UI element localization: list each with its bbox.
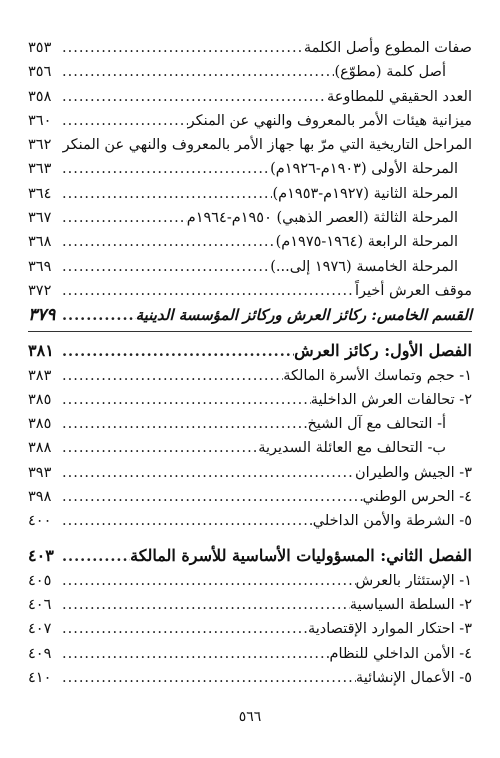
toc-section-page: ٣٧٩: [28, 305, 56, 326]
toc-leader-dots: [62, 543, 130, 570]
toc-entry-title: ٤- الأمن الداخلي للنظام: [329, 645, 472, 662]
toc-entry: [28, 509, 472, 533]
toc-entry-page: ٤٠٥: [28, 572, 52, 589]
toc-entry: [28, 36, 472, 60]
toc-entry: [28, 593, 472, 617]
toc-entry-title: ٥- الأعمال الإنشائية: [355, 669, 472, 686]
toc-entry-page: ٣٥٦: [28, 64, 52, 81]
toc-chapter-title: الفصل الثاني: المسؤوليات الأساسية للأسرة المالكة: [130, 545, 472, 565]
toc-leader-dots: [62, 60, 334, 84]
toc-leader-dots: [62, 364, 283, 388]
toc-leader-dots: [62, 666, 356, 690]
toc-leader-dots: [62, 593, 350, 617]
toc-entry: [28, 85, 472, 109]
toc-entry-page: ٣٨٥: [28, 416, 52, 433]
toc-entry: [28, 485, 472, 509]
toc-entry-title: ٥- الشرطة والأمن الداخلي: [312, 513, 472, 530]
toc-entry-title: ١- حجم وتماسك الأسرة المالكة: [283, 367, 472, 384]
toc-leader-dots: [62, 485, 363, 509]
toc-entry-page: ٤٠٩: [28, 645, 52, 662]
toc-entry-title: المرحلة الثالثة (العصر الذهبي) ١٩٥٠م-١٩٦٤م: [186, 210, 458, 227]
toc-entry-page: ٣٨٨: [28, 440, 52, 457]
toc-entry-page: ٤٠٦: [28, 596, 52, 613]
toc-group-1: [28, 36, 472, 303]
toc-entry-title: المرحلة الأولى (١٩٠٣م-١٩٢٦م): [270, 161, 458, 178]
toc-entry-title: ميزانية هيئات الأمر بالمعروف والنهي عن المنكر: [187, 112, 472, 129]
toc-entry-title: المرحلة الثانية (١٩٢٧م-١٩٥٣م): [272, 185, 458, 202]
toc-entry-page: ٣٦٤: [28, 185, 52, 202]
toc-entry: [28, 617, 472, 641]
toc-leader-dots: [62, 133, 63, 157]
toc-leader-dots: [62, 412, 307, 436]
toc-group-3: [28, 569, 472, 690]
toc-entry: [28, 206, 472, 230]
toc-entry-page: ٤١٠: [28, 669, 52, 686]
toc-entry-title: أصل كلمة (مطوّع): [334, 64, 446, 81]
toc-entry-title: ٣- احتكار الموارد الإقتصادية: [308, 621, 472, 638]
toc-entry-page: ٣٩٨: [28, 489, 52, 506]
toc-entry: [28, 279, 472, 303]
toc-entry-title: ٣- الجيش والطيران: [355, 464, 472, 481]
toc-leader-dots: [62, 569, 356, 593]
toc-entry: [28, 364, 472, 388]
toc-leader-dots: [62, 85, 327, 109]
toc-entry-title: العدد الحقيقي للمطاوعة: [326, 88, 472, 105]
toc-leader-dots: [62, 642, 330, 666]
toc-entry-page: ٣٦٣: [28, 161, 52, 178]
toc-entry-title: ٤- الحرس الوطني: [362, 489, 472, 506]
toc-leader-dots: [62, 338, 294, 365]
toc-entry: [28, 182, 472, 206]
toc-leader-dots: [62, 461, 355, 485]
toc-entry: [28, 436, 472, 460]
toc-entry-title: أ- التحالف مع آل الشيخ: [307, 416, 446, 433]
toc-entry-title: صفات المطوع وأصل الكلمة: [303, 40, 472, 56]
section-divider: [28, 331, 472, 332]
toc-entry-page: ٣٥٨: [28, 88, 52, 105]
toc-entry-page: ٣٨٣: [28, 367, 52, 384]
toc-entry-title: ١- الإستئثار بالعرش: [355, 572, 472, 589]
toc-entry: [28, 230, 472, 254]
toc-entry: [28, 109, 472, 133]
toc-entry: [28, 133, 472, 157]
toc-chapter-heading: [28, 542, 472, 569]
toc-entry-title: موقف العرش أخيراً: [355, 282, 472, 299]
toc-chapter-heading: [28, 337, 472, 364]
toc-entry-title: ٢- السلطة السياسية: [349, 596, 472, 613]
toc-leader-dots: [62, 157, 270, 181]
toc-section-heading: [28, 303, 472, 327]
toc-entry-title: المرحلة الرابعة (١٩٦٤-١٩٧٥م): [275, 234, 458, 251]
toc-chapter-title: الفصل الأول: ركائز العرش: [294, 340, 472, 360]
page-footer-number: ٥٦٦: [238, 709, 262, 725]
toc-leader-dots: [62, 279, 355, 303]
toc-entry-title: ب- التحالف مع العائلة السديرية: [258, 440, 446, 457]
toc-entry-title: ٢- تحالفات العرش الداخلية: [310, 391, 472, 408]
toc-chapter-page: ٣٨١: [28, 340, 54, 360]
toc-entry-page: ٤٠٠: [28, 513, 52, 530]
toc-entry: [28, 412, 472, 436]
toc-entry: [28, 461, 472, 485]
toc-group-2: [28, 364, 472, 534]
toc-entry-page: ٣٦٨: [28, 234, 52, 251]
toc-entry-page: ٣٦٩: [28, 258, 52, 275]
toc-entry-page: ٣٦٠: [28, 112, 52, 129]
toc-entry: [28, 569, 472, 593]
table-of-contents: [28, 36, 472, 690]
toc-entry: [28, 666, 472, 690]
toc-leader-dots: [62, 617, 308, 641]
toc-entry-page: ٣٨٥: [28, 391, 52, 408]
toc-entry-page: ٣٦٢: [28, 137, 52, 154]
toc-entry-page: ٣٧٢: [28, 282, 52, 299]
toc-leader-dots: [62, 230, 276, 254]
toc-chapter-page: ٤٠٣: [28, 545, 54, 565]
toc-entry: [28, 157, 472, 181]
toc-leader-dots: [62, 436, 258, 460]
toc-leader-dots: [62, 36, 304, 60]
toc-leader-dots: [62, 255, 270, 279]
toc-leader-dots: [62, 304, 136, 328]
toc-entry-page: ٣٥٣: [28, 40, 52, 56]
toc-entry: [28, 60, 472, 84]
toc-entry-title: المراحل التاريخية التي مرّ بها جهاز الأمر بالمعروف والنهي عن المنكر: [62, 137, 472, 154]
toc-entry: [28, 255, 472, 279]
toc-entry-page: ٣٩٣: [28, 464, 52, 481]
toc-leader-dots: [62, 509, 313, 533]
toc-entry: [28, 642, 472, 666]
toc-entry: [28, 388, 472, 412]
toc-leader-dots: [62, 109, 188, 133]
toc-entry-page: ٤٠٧: [28, 621, 52, 638]
toc-leader-dots: [62, 182, 272, 206]
toc-leader-dots: [62, 388, 311, 412]
toc-leader-dots: [62, 206, 187, 230]
toc-entry-page: ٣٦٧: [28, 210, 52, 227]
toc-entry-title: المرحلة الخامسة (١٩٧٦ إلى...): [270, 258, 458, 275]
toc-section-title: القسم الخامس: ركائز العرش وركائز المؤسسة الدينية: [135, 306, 472, 325]
